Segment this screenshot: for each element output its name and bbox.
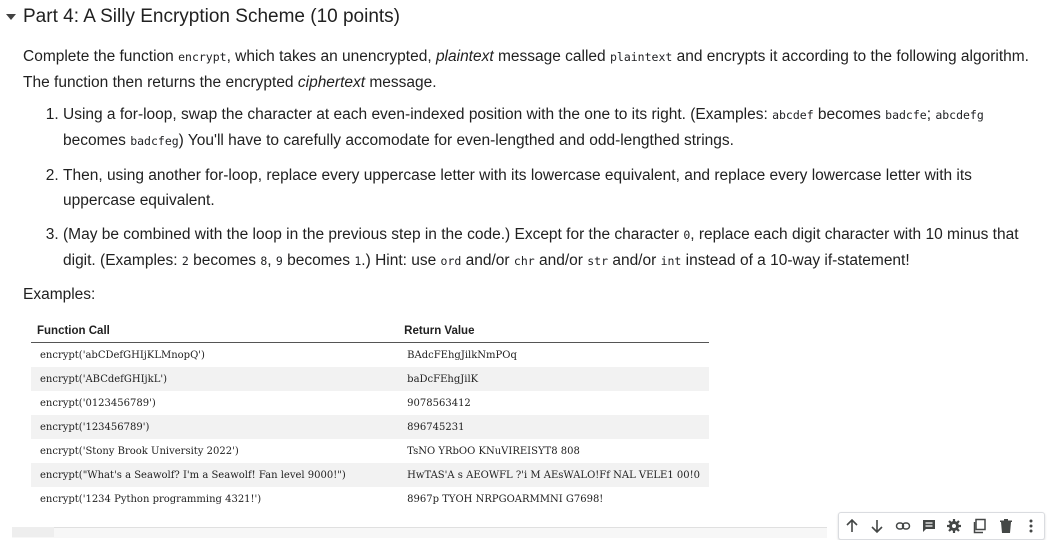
- return-value-cell: HwTAS'A s AEOWFL ?'i M AEsWALO!Ff NAL VELE1 00!0: [398, 463, 709, 487]
- table-row: [31, 439, 709, 463]
- intro-text: message called: [493, 48, 610, 65]
- column-header: Return Value: [398, 320, 709, 343]
- step-item: [63, 102, 1033, 154]
- return-value-cell: baDcFEhgJilK: [398, 367, 709, 391]
- step-text: and/or: [534, 252, 588, 269]
- next-cell-gutter: [12, 527, 54, 537]
- function-call-cell: encrypt('Stony Brook University 2022'): [31, 439, 398, 463]
- step-text: becomes: [188, 252, 261, 269]
- step-text: Using a for-loop, swap the character at each even-indexed position with the one to its right. (Examples:: [63, 106, 773, 123]
- table-row: [31, 415, 709, 439]
- copy-link-button[interactable]: [893, 516, 913, 536]
- inline-code: 8: [260, 254, 268, 268]
- inline-code: 2: [181, 254, 189, 268]
- link-icon: [895, 518, 911, 534]
- caret-down-icon: [6, 14, 16, 20]
- step-text: ;: [926, 106, 936, 123]
- emphasis-text: plaintext: [435, 48, 494, 65]
- step-item: [63, 222, 1033, 274]
- more-options-button[interactable]: [1021, 516, 1041, 536]
- table-header-row: [31, 320, 709, 343]
- inline-code: encrypt: [178, 50, 227, 64]
- step-text: becomes: [813, 106, 886, 123]
- section-title: Part 4: A Silly Encryption Scheme (10 points): [23, 6, 401, 27]
- arrow-down-icon: [869, 518, 885, 534]
- return-value-cell: 896745231: [398, 415, 709, 439]
- function-call-cell: encrypt('1234 Python programming 4321!'): [31, 487, 398, 511]
- step-text: ,: [267, 252, 276, 269]
- section-header: [0, 4, 400, 30]
- more-vert-icon: [1023, 518, 1039, 534]
- inline-code: abcdefg: [935, 108, 984, 122]
- mirror-cell-icon: [972, 518, 988, 534]
- inline-code: str: [587, 254, 609, 268]
- inline-code: chr: [513, 254, 535, 268]
- step-text: .) Hint: use: [361, 252, 441, 269]
- step-text: ) You'll have to carefully accomodate for even-lengthed and odd-lengthed strings.: [178, 132, 734, 149]
- inline-code: 9: [275, 254, 283, 268]
- function-call-cell: encrypt("What's a Seawolf? I'm a Seawolf! Fan level 9000!"): [31, 463, 398, 487]
- return-value-cell: 9078563412: [398, 391, 709, 415]
- inline-code: 0: [683, 228, 691, 242]
- mirror-cell-button[interactable]: [970, 516, 990, 536]
- step-text: and/or: [608, 252, 661, 269]
- intro-paragraph: [23, 44, 1033, 95]
- inline-code: ord: [440, 254, 462, 268]
- table-row: [31, 367, 709, 391]
- inline-code: badcfeg: [130, 134, 179, 148]
- return-value-cell: 8967p TYOH NRPGOARMMNI G7698!: [398, 487, 709, 511]
- function-call-cell: encrypt('0123456789'): [31, 391, 398, 415]
- table-row: [31, 343, 709, 368]
- function-call-cell: encrypt('123456789'): [31, 415, 398, 439]
- cell-settings-button[interactable]: [944, 516, 964, 536]
- step-item: [63, 163, 1033, 213]
- cell-toolbar: [838, 512, 1045, 540]
- step-text: becomes: [63, 132, 131, 149]
- intro-text: and encrypts it according to the following algorithm. The function then returns the encrypted: [23, 48, 1029, 91]
- delete-cell-button[interactable]: [996, 516, 1016, 536]
- markdown-content: [23, 44, 1033, 304]
- column-header: Function Call: [31, 320, 398, 343]
- step-text: becomes: [282, 252, 355, 269]
- intro-text: message.: [365, 74, 437, 91]
- table-row: [31, 391, 709, 415]
- step-text: and/or: [461, 252, 514, 269]
- examples-label: Examples:: [23, 286, 96, 303]
- inline-code: 1: [354, 254, 362, 268]
- step-text: , replace each digit character with 10 minus that digit. (Examples:: [63, 226, 1019, 269]
- step-text: Then, using another for-loop, replace every uppercase letter with its lowercase equivalent, and replace every lowercase letter with its uppercase equivalent.: [63, 167, 972, 209]
- table-row: [31, 487, 709, 511]
- next-cell[interactable]: [12, 527, 827, 538]
- intro-text: , which takes an unencrypted,: [226, 48, 436, 65]
- inline-code: int: [660, 254, 682, 268]
- step-text: (May be combined with the loop in the previous step in the code.) Except for the character: [63, 226, 684, 243]
- emphasis-text: ciphertext: [297, 74, 366, 91]
- intro-text: Complete the function: [23, 48, 179, 65]
- add-comment-button[interactable]: [919, 516, 939, 536]
- inline-code: abcdef: [772, 108, 814, 122]
- step-text: instead of a 10-way if-statement!: [681, 252, 910, 269]
- collapse-toggle[interactable]: [2, 8, 20, 26]
- function-call-cell: encrypt('abCDefGHIjKLMnopQ'): [31, 343, 398, 368]
- comment-icon: [921, 518, 937, 534]
- function-call-cell: encrypt('ABCdefGHIjkL'): [31, 367, 398, 391]
- inline-code: badcfe: [885, 108, 927, 122]
- gear-icon: [946, 518, 962, 534]
- move-up-button[interactable]: [842, 516, 862, 536]
- trash-icon: [998, 518, 1014, 534]
- return-value-cell: TsNO YRbOO KNuVIREISYT8 808: [398, 439, 709, 463]
- inline-code: plaintext: [609, 50, 673, 64]
- examples-table: [31, 320, 709, 511]
- arrow-up-icon: [844, 518, 860, 534]
- return-value-cell: BAdcFEhgJilkNmPOq: [398, 343, 709, 368]
- steps-list: [23, 102, 1033, 274]
- table-row: [31, 463, 709, 487]
- move-down-button[interactable]: [867, 516, 887, 536]
